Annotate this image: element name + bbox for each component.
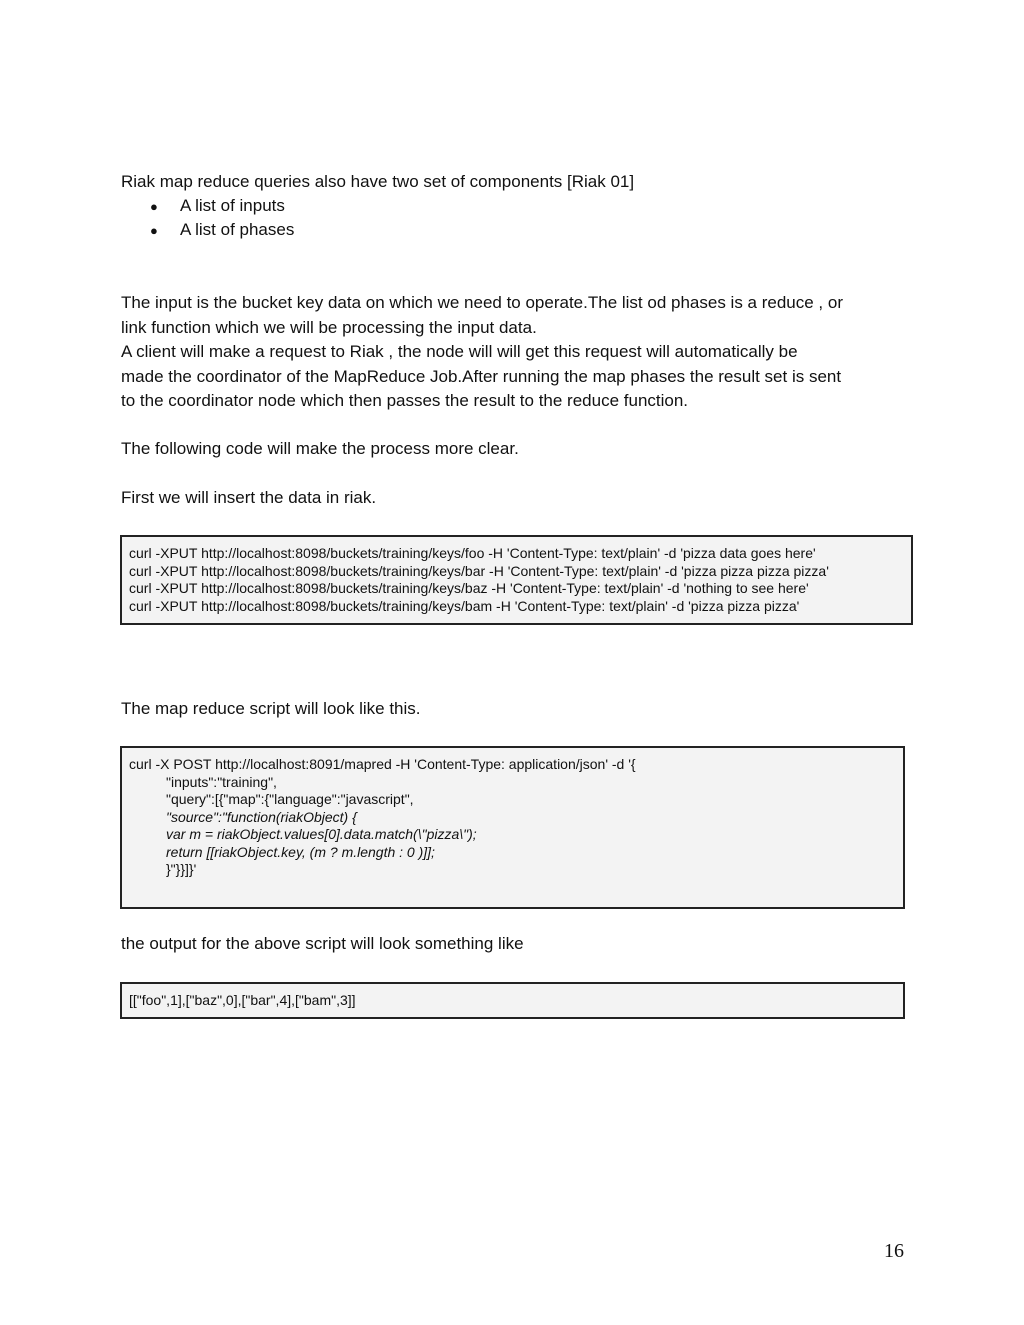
code-line: curl -XPUT http://localhost:8098/buckets/training/keys/bam -H 'Content-Type: text/plain' -d 'pizza pizza pizza' [129, 597, 800, 614]
list-item-label: A list of inputs [180, 196, 285, 215]
paragraph-line: A client will make a request to Riak , the node will will get this request will automatically be [121, 342, 798, 361]
bullet-icon: ● [150, 223, 158, 238]
code-line: "query":[{"map":{"language":"javascript", [166, 791, 414, 807]
code-line: curl -XPUT http://localhost:8098/buckets/training/keys/foo -H 'Content-Type: text/plain' -d 'pizza data goes here' [129, 545, 816, 561]
code-line: return [[riakObject.key, (m ? m.length : 0 )]]; [166, 843, 435, 860]
code-block-output [120, 982, 905, 1019]
code-block-insert [120, 535, 913, 625]
paragraph-line: The input is the bucket key data on which we need to operate.The list od phases is a reduce , or [121, 293, 843, 312]
code-line: var m = riakObject.values[0].data.match(\"pizza\"); [166, 826, 477, 842]
paragraph-line: made the coordinator of the MapReduce Job.After running the map phases the result set is sent [121, 366, 842, 386]
code-line: curl -X POST http://localhost:8091/mapred -H 'Content-Type: application/json' -d '{ [129, 756, 636, 772]
code-block-mapreduce [120, 746, 905, 909]
list-item [150, 194, 285, 219]
paragraph-line: link function which we will be processing the input data. [121, 317, 537, 337]
bullet-icon: ● [150, 199, 158, 214]
code-line: [["foo",1],["baz",0],["bar",4],["bam",3]] [129, 992, 356, 1008]
code-line: "source":"function(riakObject) { [166, 808, 357, 825]
code-line: "inputs":"training", [166, 773, 277, 790]
paragraph-line: First we will insert the data in riak. [121, 488, 377, 507]
paragraph-line: the output for the above script will look something like [121, 934, 524, 953]
paragraph-line: The map reduce script will look like this. [121, 699, 421, 718]
code-line: }"}}]}' [166, 861, 197, 877]
list-item-label: A list of phases [180, 220, 295, 239]
page-number: 16 [884, 1240, 904, 1262]
list-item [150, 218, 294, 243]
paragraph-line: to the coordinator node which then passes the result to the reduce function. [121, 391, 689, 410]
code-line: curl -XPUT http://localhost:8098/buckets/training/keys/bar -H 'Content-Type: text/plain' -d 'pizza pizza pizza pizza' [129, 562, 829, 579]
code-line: curl -XPUT http://localhost:8098/buckets/training/keys/baz -H 'Content-Type: text/plain' -d 'nothing to see here' [129, 580, 809, 596]
paragraph-line: The following code will make the process more clear. [121, 439, 519, 458]
intro-text: Riak map reduce queries also have two set of components [Riak 01] [121, 172, 635, 191]
